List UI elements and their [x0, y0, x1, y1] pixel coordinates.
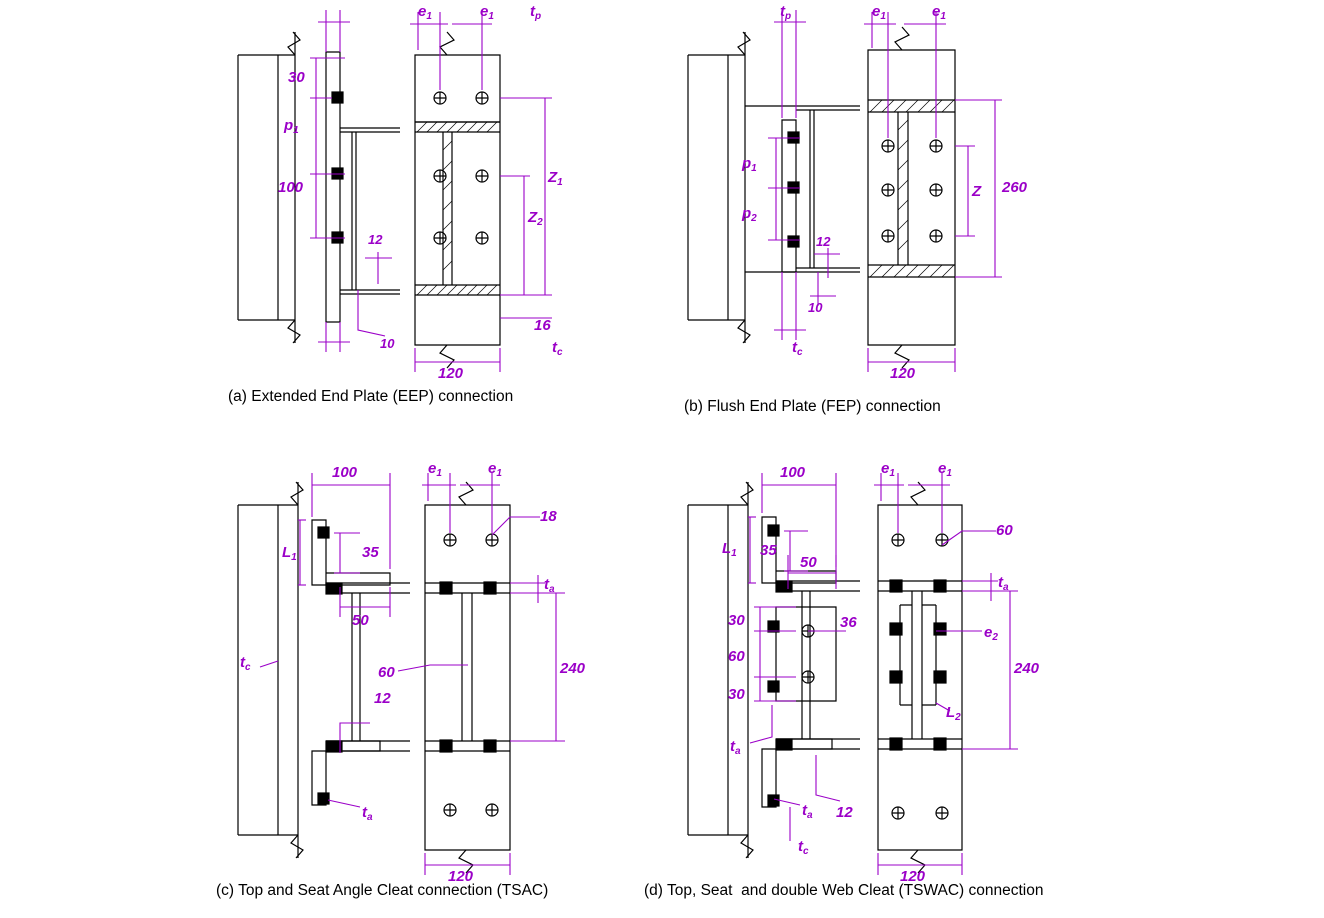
label-ta-right: $t_a$ — [544, 576, 555, 595]
label-36: 36 — [840, 614, 857, 631]
label-50: 50 — [800, 554, 817, 571]
label-e1-left: $e_1$ — [428, 460, 442, 479]
label-e1-left: $e_1$ — [881, 460, 895, 479]
label-ta-right: $t_a$ — [998, 574, 1009, 593]
label-100: 100 — [332, 464, 358, 481]
eep-drawing — [200, 0, 660, 380]
label-e1-right: $e_1$ — [932, 3, 946, 22]
label-e2: $e_2$ — [984, 624, 998, 643]
label-p2: $p_2$ — [742, 205, 757, 224]
label-10: 10 — [380, 336, 395, 351]
label-z2: $Z_2$ — [528, 209, 543, 228]
panel-fep-connection — [650, 0, 1110, 380]
label-e1-left: $e_1$ — [418, 3, 432, 22]
label-50: 50 — [352, 612, 369, 629]
label-tc: $t_c$ — [798, 838, 809, 857]
label-35: 35 — [362, 544, 379, 561]
label-30: 30 — [288, 69, 305, 86]
label-120: 120 — [890, 365, 916, 382]
label-e1-right: $e_1$ — [480, 3, 494, 22]
label-240: 240 — [560, 660, 586, 677]
label-35: 35 — [760, 542, 777, 559]
panel-eep-connection — [200, 0, 660, 380]
fep-drawing — [650, 0, 1110, 380]
label-L2: $L_2$ — [946, 704, 961, 723]
label-12: 12 — [374, 690, 391, 707]
label-12: 12 — [368, 232, 383, 247]
label-120: 120 — [438, 365, 464, 382]
label-60: 60 — [728, 648, 745, 665]
label-12: 12 — [816, 234, 831, 249]
label-ta-mid: $t_a$ — [730, 738, 741, 757]
label-30-top: 30 — [728, 612, 745, 629]
label-240: 240 — [1014, 660, 1040, 677]
label-100: 100 — [278, 179, 304, 196]
caption-c: (c) Top and Seat Angle Cleat connection (TSAC) — [216, 882, 549, 899]
caption-d: (d) Top, Seat and double Web Cleat (TSWAC) connection — [644, 882, 1044, 899]
label-60: 60 — [378, 664, 395, 681]
label-ta-low: $t_a$ — [802, 802, 813, 821]
caption-a: (a) Extended End Plate (EEP) connection — [228, 388, 514, 405]
label-60-right: 60 — [996, 522, 1013, 539]
label-L1: $L_1$ — [282, 544, 297, 563]
label-16: 16 — [534, 317, 551, 334]
label-p1: $p_1$ — [742, 155, 757, 174]
label-12: 12 — [836, 804, 853, 821]
label-z: Z — [972, 183, 982, 200]
label-30-bottom: 30 — [728, 686, 745, 703]
label-10: 10 — [808, 300, 823, 315]
label-tp: $t_p$ — [780, 3, 792, 22]
label-tc: $t_c$ — [792, 339, 803, 358]
label-260: 260 — [1002, 179, 1028, 196]
label-18: 18 — [540, 508, 557, 525]
label-tc: $t_c$ — [240, 654, 251, 673]
label-e1-right: $e_1$ — [488, 460, 502, 479]
label-p1: $p_1$ — [284, 117, 299, 136]
label-100: 100 — [780, 464, 806, 481]
label-e1-left: $e_1$ — [872, 3, 886, 22]
panel-tsac-connection — [200, 455, 660, 885]
label-L1: $L_1$ — [722, 540, 737, 559]
tswac-drawing — [650, 455, 1120, 885]
label-z1: $Z_1$ — [548, 169, 563, 188]
caption-b: (b) Flush End Plate (FEP) connection — [684, 398, 941, 415]
label-tc: $t_c$ — [552, 339, 563, 358]
label-120: 120 — [448, 868, 474, 885]
label-120: 120 — [900, 868, 926, 885]
label-ta-bottom: $t_a$ — [362, 804, 373, 823]
label-e1-right: $e_1$ — [938, 460, 952, 479]
panel-tswac-connection — [650, 455, 1120, 885]
label-tp: $t_p$ — [530, 3, 542, 22]
tsac-drawing — [200, 455, 660, 885]
